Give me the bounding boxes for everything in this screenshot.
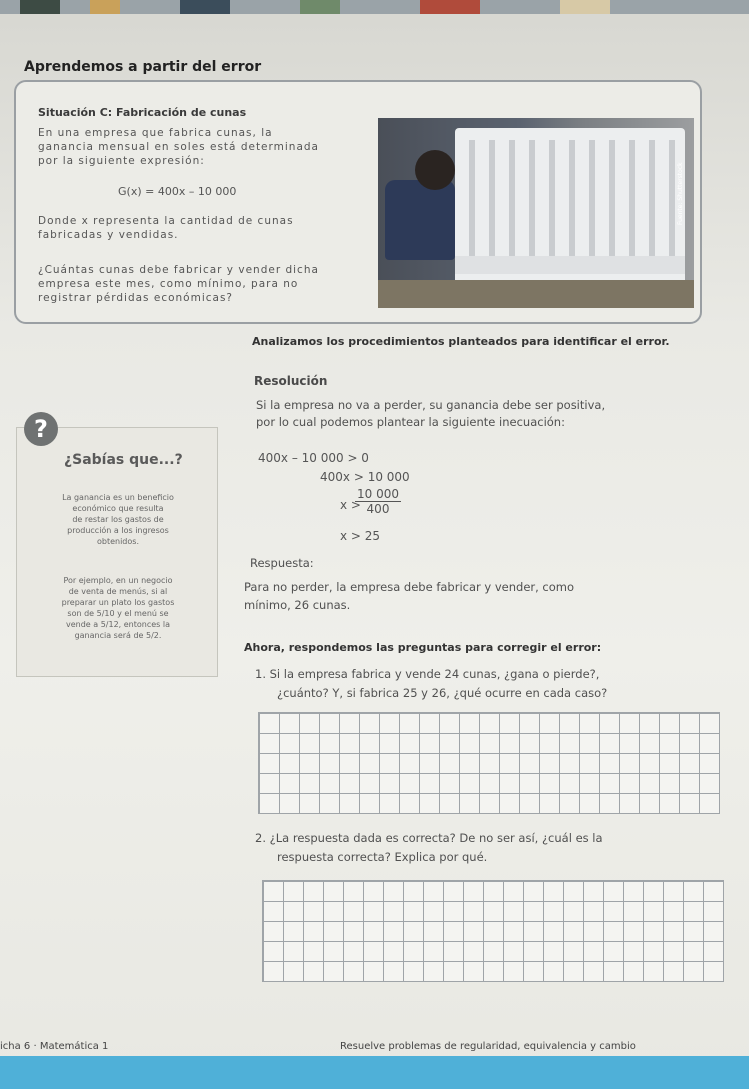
sabias-p1-1: La ganancia es un beneficio bbox=[62, 493, 174, 502]
answer-grid-2[interactable] bbox=[262, 880, 724, 982]
resolucion-intro-2: por lo cual podemos plantear la siguiente inecuación: bbox=[256, 415, 565, 429]
step-3: x > bbox=[340, 498, 361, 512]
situation-title: Situación C: Fabricación de cunas bbox=[38, 106, 247, 119]
question-line-1: ¿Cuántas cunas debe fabricar y vender dicha bbox=[38, 264, 319, 276]
sabias-p2-2: de venta de menús, si al bbox=[68, 587, 168, 596]
situation-line-3: por la siguiente expresión: bbox=[38, 155, 205, 167]
fraction-denominator: 400 bbox=[366, 502, 390, 516]
sabias-p1-5: obtenidos. bbox=[96, 537, 139, 546]
resolucion-intro-1: Si la empresa no va a perder, su ganancia debe ser positiva, bbox=[256, 398, 606, 412]
bottom-color-strip bbox=[0, 1056, 749, 1089]
questions-intro: Ahora, respondemos las preguntas para corregir el error: bbox=[244, 641, 602, 654]
sabias-title: ¿Sabías que...? bbox=[64, 452, 183, 468]
sabias-p1-2: económico que resulta bbox=[72, 504, 164, 513]
sabias-p2-3: preparar un plato los gastos bbox=[61, 598, 175, 607]
crib-photo bbox=[378, 118, 694, 308]
profit-expression: G(x) = 400x – 10 000 bbox=[118, 185, 237, 198]
sabias-p2-4: son de 5/10 y el menú se bbox=[67, 609, 169, 618]
floor bbox=[378, 280, 694, 308]
crib-image bbox=[455, 128, 685, 288]
donde-line-2: fabricadas y vendidas. bbox=[38, 229, 179, 241]
top-decorative-strip bbox=[0, 0, 749, 14]
sabias-p2-1: Por ejemplo, en un negocio bbox=[63, 576, 173, 585]
worker-head bbox=[415, 150, 455, 190]
resolucion-title: Resolución bbox=[254, 374, 328, 388]
analizamos-heading: Analizamos los procedimientos planteados para identificar el error. bbox=[252, 335, 670, 348]
respuesta-line-1: Para no perder, la empresa debe fabricar y vender, como bbox=[244, 580, 575, 594]
fraction bbox=[355, 487, 401, 516]
page-title: Aprendemos a partir del error bbox=[24, 59, 262, 75]
sabias-p1-3: de restar los gastos de bbox=[72, 515, 164, 524]
sabias-p2-6: ganancia será de 5/2. bbox=[74, 631, 162, 640]
donde-line-1: Donde x representa la cantidad de cunas bbox=[38, 215, 294, 227]
question-mark-icon: ? bbox=[24, 412, 58, 446]
step-4: x > 25 bbox=[340, 529, 381, 543]
q2-line-2: respuesta correcta? Explica por qué. bbox=[277, 850, 488, 864]
q1-line-2: ¿cuánto? Y, si fabrica 25 y 26, ¿qué ocurre en cada caso? bbox=[277, 686, 608, 700]
worker-body bbox=[385, 180, 455, 260]
q2-line-1: 2. ¿La respuesta dada es correcta? De no ser así, ¿cuál es la bbox=[255, 831, 603, 845]
q1-line-1: 1. Si la empresa fabrica y vende 24 cunas, ¿gana o pierde?, bbox=[255, 667, 600, 681]
sabias-p2-5: vende a 5/12, entonces la bbox=[65, 620, 170, 629]
question-line-3: registrar pérdidas económicas? bbox=[38, 292, 234, 304]
footer-left: icha 6 · Matemática 1 bbox=[0, 1041, 109, 1052]
respuesta-label: Respuesta: bbox=[250, 556, 314, 570]
fraction-numerator: 10 000 bbox=[357, 487, 399, 501]
situation-line-2: ganancia mensual en soles está determinada bbox=[38, 141, 319, 153]
photo-credit: Fuente: Shutterstock bbox=[677, 162, 684, 225]
question-line-2: empresa este mes, como mínimo, para no bbox=[38, 278, 299, 290]
footer-right: Resuelve problemas de regularidad, equivalencia y cambio bbox=[340, 1041, 636, 1052]
step-1: 400x – 10 000 > 0 bbox=[258, 451, 369, 465]
sabias-p1-4: producción a los ingresos bbox=[67, 526, 169, 535]
situation-line-1: En una empresa que fabrica cunas, la bbox=[38, 127, 273, 139]
step-2: 400x > 10 000 bbox=[320, 470, 410, 484]
answer-grid-1[interactable] bbox=[258, 712, 720, 814]
respuesta-line-2: mínimo, 26 cunas. bbox=[244, 598, 351, 612]
